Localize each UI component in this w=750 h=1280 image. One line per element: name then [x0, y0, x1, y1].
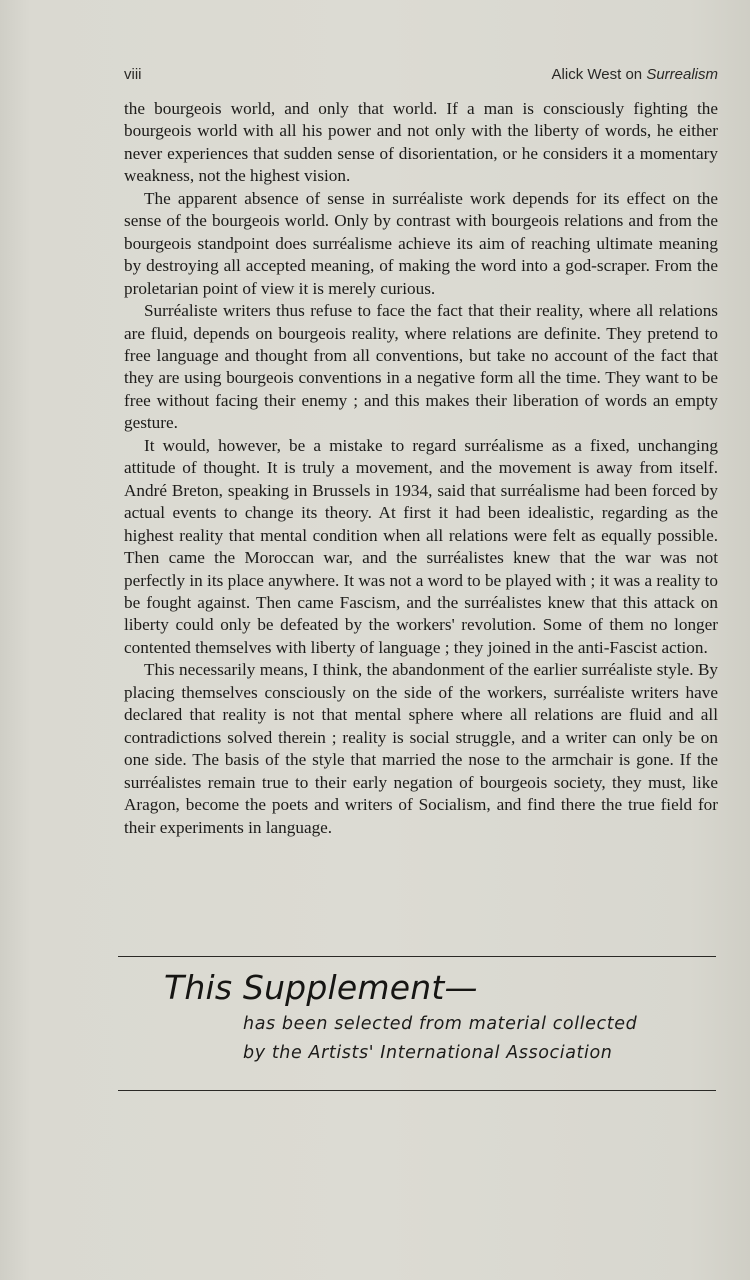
supplement-title: This Supplement—: [164, 968, 478, 1007]
paragraph: Surréaliste writers thus refuse to face the fact that their reality, where all relations are fluid, depends on bourgeois reality, where relations are definite. They pretend to free language and thought from all conventions, but take no account of the fact that they are using bourgeois conventions in a negative form all the time. They want to be free without facing their enemy ; and this makes their liberation of words an empty gesture.: [124, 301, 718, 433]
supplement-line-1: has been selected from material collected: [243, 1014, 638, 1034]
bottom-rule: [118, 1090, 716, 1091]
paragraph: The apparent absence of sense in surréaliste work depends for its effect on the sense of the bourgeois world. Only by contrast with bourgeois relations and from the bourgeois standpoint does surréalisme achieve its aim of reaching ultimate meaning by destroying all accepted meaning, of making the word into a god-scraper. From the proletarian point of view it is merely curious.: [124, 188, 718, 298]
running-title-italic: Surrealism: [646, 66, 718, 83]
paragraph: This necessarily means, I think, the abandonment of the earlier surréaliste style. By placing themselves consciously on the side of the workers, surréaliste writers have declared that reality is not that mental sphere where all relations are fluid and all contradictions solved therein ; reality is social struggle, and a writer can only be on one side. The basis of the style that married the nose to the armchair is gone. If the surréalistes remain true to their early negation of bourgeois society, they must, like Aragon, become the poets and writers of Socialism, and find there the true field for their experiments in language.: [124, 660, 718, 837]
page-number: viii: [124, 66, 142, 83]
top-rule: [118, 956, 716, 957]
running-header: [124, 66, 718, 88]
paragraph: the bourgeois world, and only that world. If a man is consciously fighting the bourgeois world with all his power and not only with the liberty of words, he either never experiences that sudden sense of disorientation, or he considers it a momentary weakness, not the highest vision.: [124, 99, 718, 186]
article-body: [124, 98, 718, 839]
running-author: Alick West on: [551, 66, 647, 83]
paragraph: It would, however, be a mistake to regard surréalisme as a fixed, unchanging attitude of thought. It is truly a movement, and the movement is away from itself. André Breton, speaking in Brussels in 1934, said that surréalisme had been forced by actual events to change its theory. At first it had been idealistic, regarding as the highest reality that mental condition when all relations were felt as equally possible. Then came the Moroccan war, and the surréalistes knew that the war was not perfectly in its place anywhere. It was not a word to be played with ; it was a reality to be fought against. Then came Fascism, and the surréalistes knew that this attack on liberty could only be defeated by the workers' revolution. Some of them no longer contented themselves with liberty of language ; they joined in the anti-Fascist action.: [124, 435, 718, 657]
supplement-line-2: by the Artists' International Association: [243, 1043, 613, 1063]
running-title: [552, 66, 718, 83]
